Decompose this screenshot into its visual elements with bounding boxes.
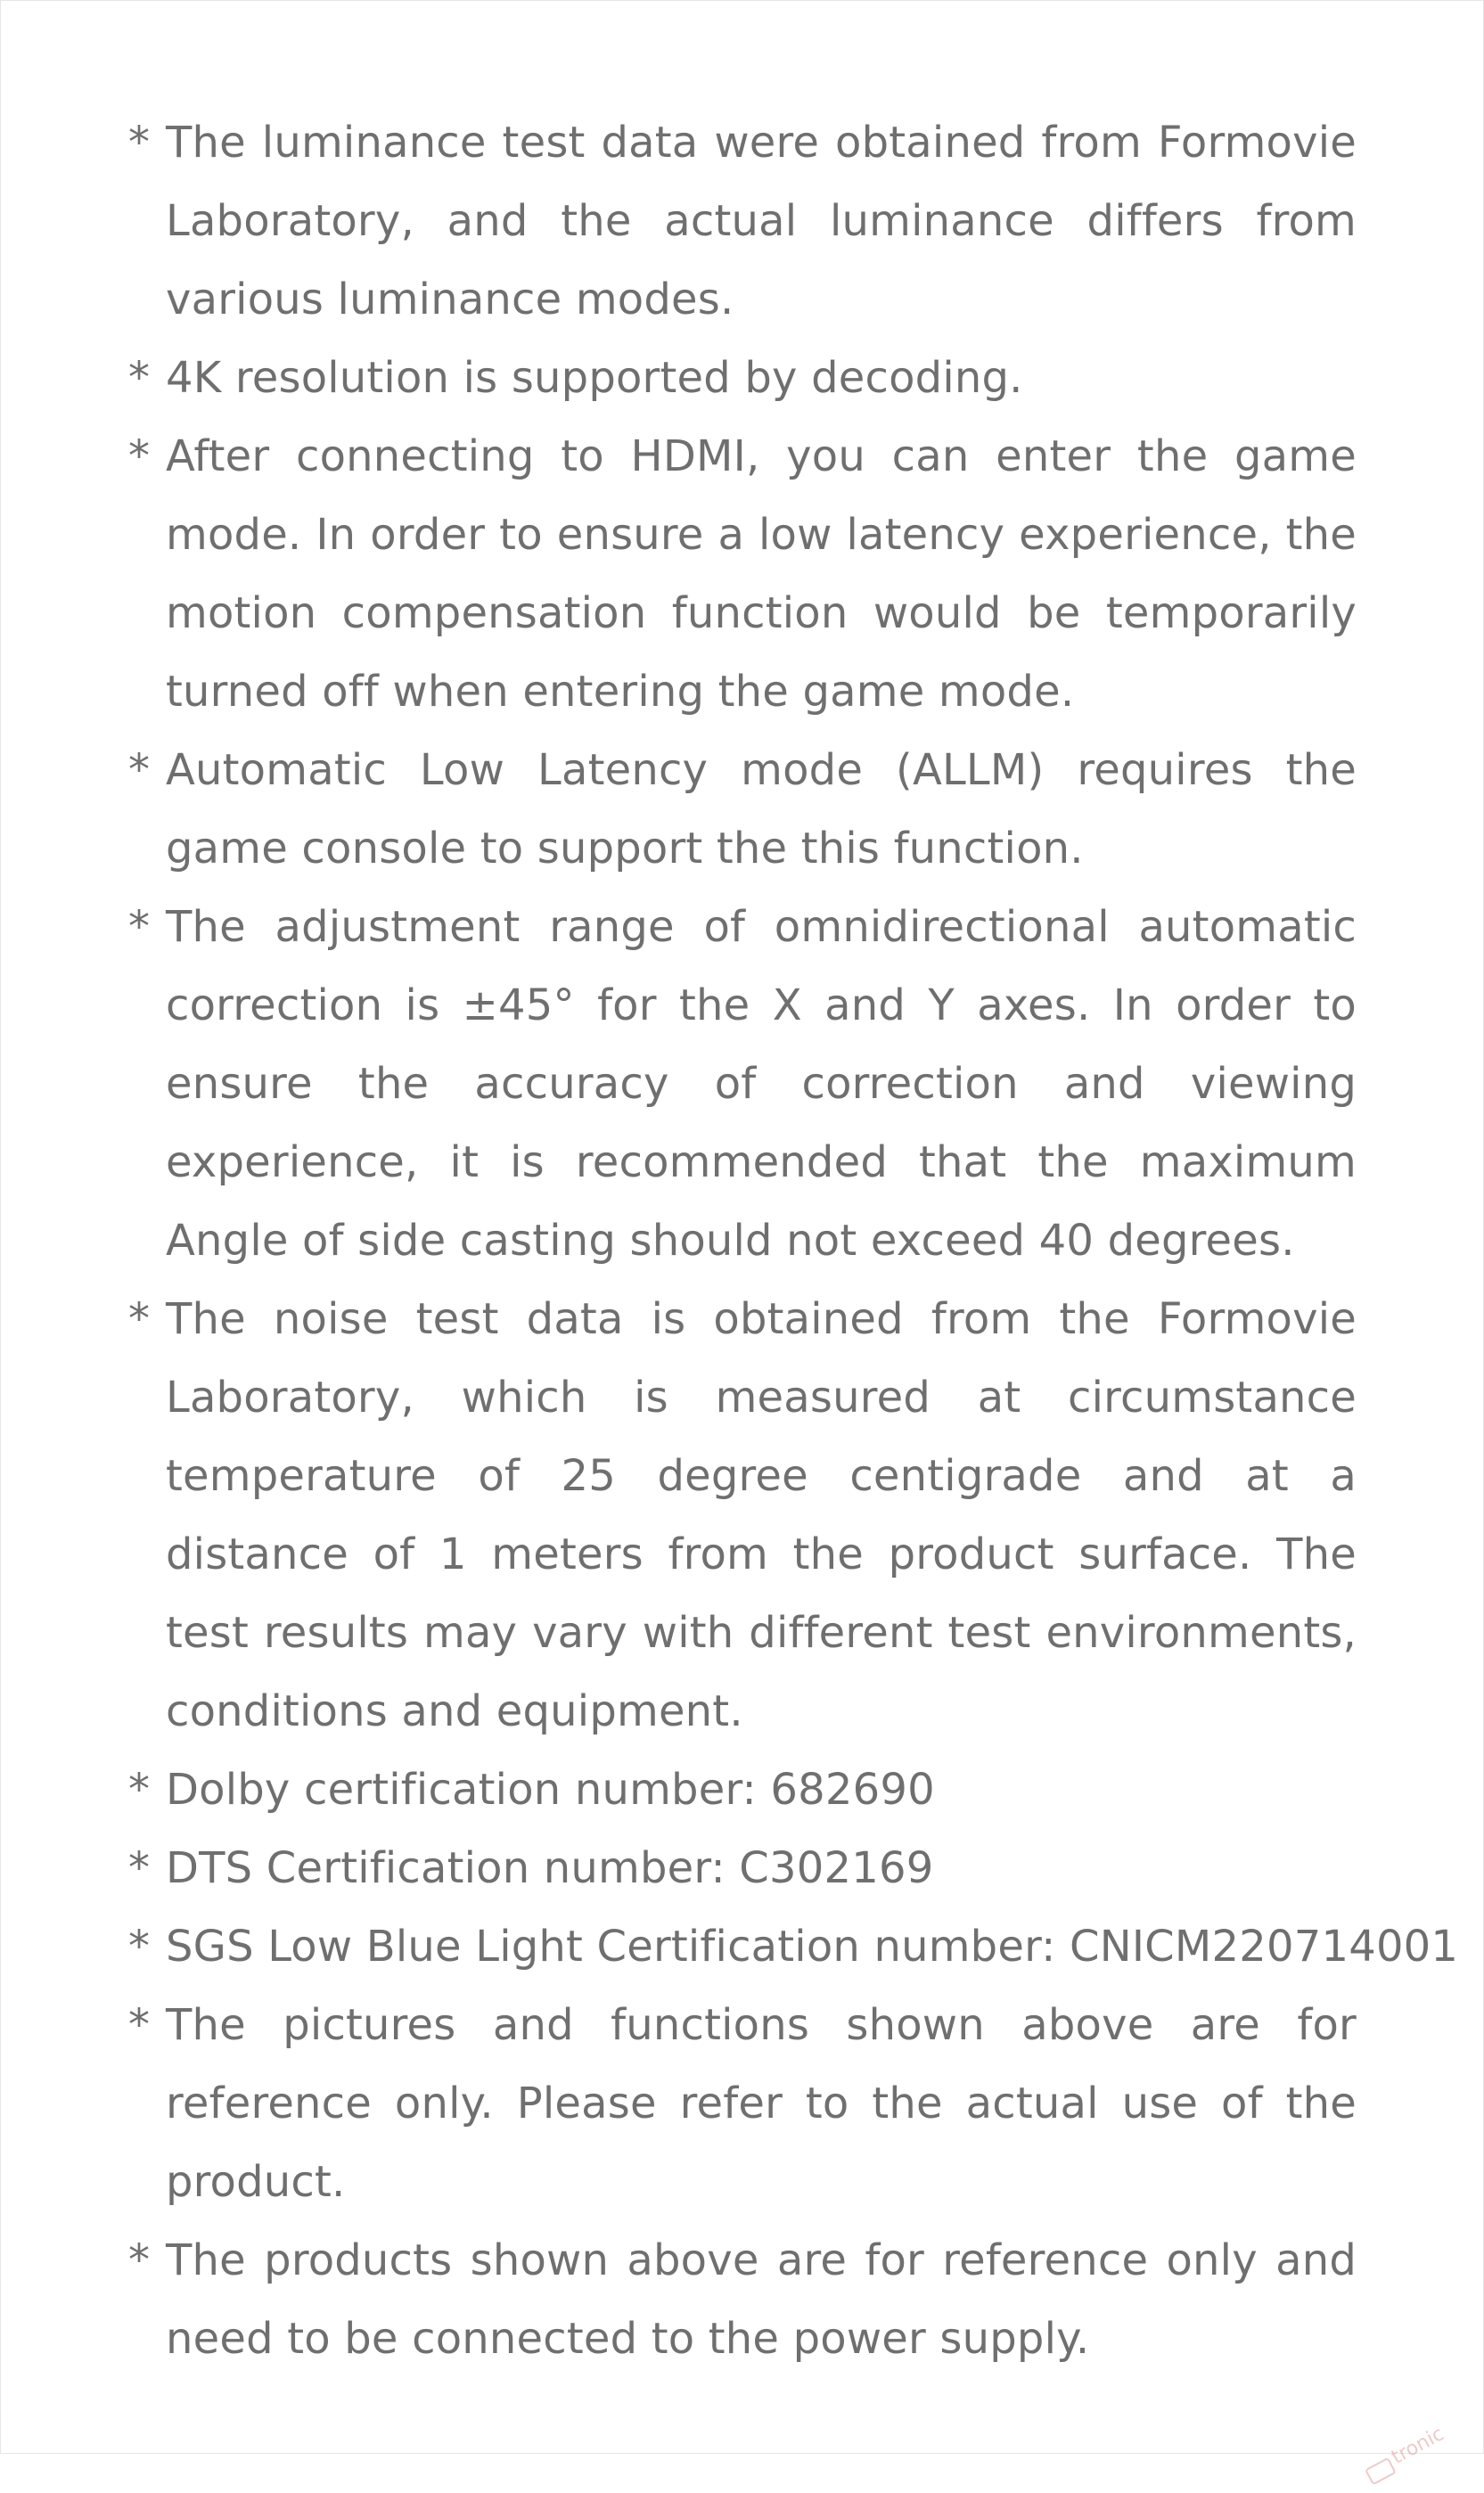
- note-marker: *: [128, 1765, 151, 1815]
- note-marker: *: [128, 1922, 151, 1972]
- note-sgs-certification: [128, 1907, 1459, 1986]
- note-4k-resolution: [128, 339, 1357, 417]
- note-text: The luminance test data were obtained from Formovie Laboratory, and the actual luminance differs from various luminance modes.: [166, 118, 1357, 324]
- note-noise-test: [128, 1280, 1357, 1751]
- note-marker: *: [128, 1843, 151, 1893]
- note-allm: [128, 731, 1357, 888]
- note-text: Dolby certification number: 682690: [166, 1765, 935, 1815]
- note-text: After connecting to HDMI, you can enter the game mode. In order to ensure a low latency experience, the motion compensation function would be temporarily turned off when entering the game mode.: [166, 431, 1357, 717]
- note-marker: *: [128, 745, 151, 795]
- note-marker: *: [128, 1294, 151, 1344]
- note-text: The adjustment range of omnidirectional automatic correction is ±45° for the X and Y axes. In order to ensure the accuracy of correction and viewing experience, it is recommended that the maximum Angle of side casting should not exceed 40 degrees.: [166, 902, 1357, 1266]
- watermark-logo-icon: [1365, 2457, 1397, 2486]
- note-text: Automatic Low Latency mode (ALLM) requires the game console to support the this function.: [166, 745, 1357, 873]
- watermark-text: tronic: [1388, 2423, 1448, 2469]
- note-marker: *: [128, 2000, 151, 2050]
- note-text: The noise test data is obtained from the Formovie Laboratory, which is measured at circumstance temperature of 25 degree centigrade and at a distance of 1 meters from the product surface. The test results may vary with different test environments, conditions and equipment.: [166, 1294, 1357, 1736]
- note-marker: *: [128, 353, 151, 403]
- note-luminance: [128, 103, 1357, 339]
- note-auto-correction: [128, 888, 1357, 1280]
- note-dts-certification: [128, 1829, 1357, 1907]
- note-marker: *: [128, 902, 151, 952]
- note-dolby-certification: [128, 1751, 1357, 1829]
- disclaimer-notes-list: [128, 103, 1459, 2378]
- note-text: 4K resolution is supported by decoding.: [166, 353, 1023, 403]
- note-text: SGS Low Blue Light Certification number: CNICM220714001: [166, 1922, 1459, 1972]
- note-marker: *: [128, 118, 151, 168]
- note-marker: *: [128, 2235, 151, 2285]
- note-text: The pictures and functions shown above are for reference only. Please refer to the actual use of the product.: [166, 2000, 1357, 2207]
- note-marker: *: [128, 431, 151, 481]
- note-text: The products shown above are for reference only and need to be connected to the power supply.: [166, 2235, 1357, 2364]
- note-text: DTS Certification number: C302169: [166, 1843, 934, 1893]
- note-game-mode: [128, 417, 1357, 731]
- note-pictures-reference: [128, 1986, 1357, 2221]
- note-products-reference: [128, 2221, 1357, 2378]
